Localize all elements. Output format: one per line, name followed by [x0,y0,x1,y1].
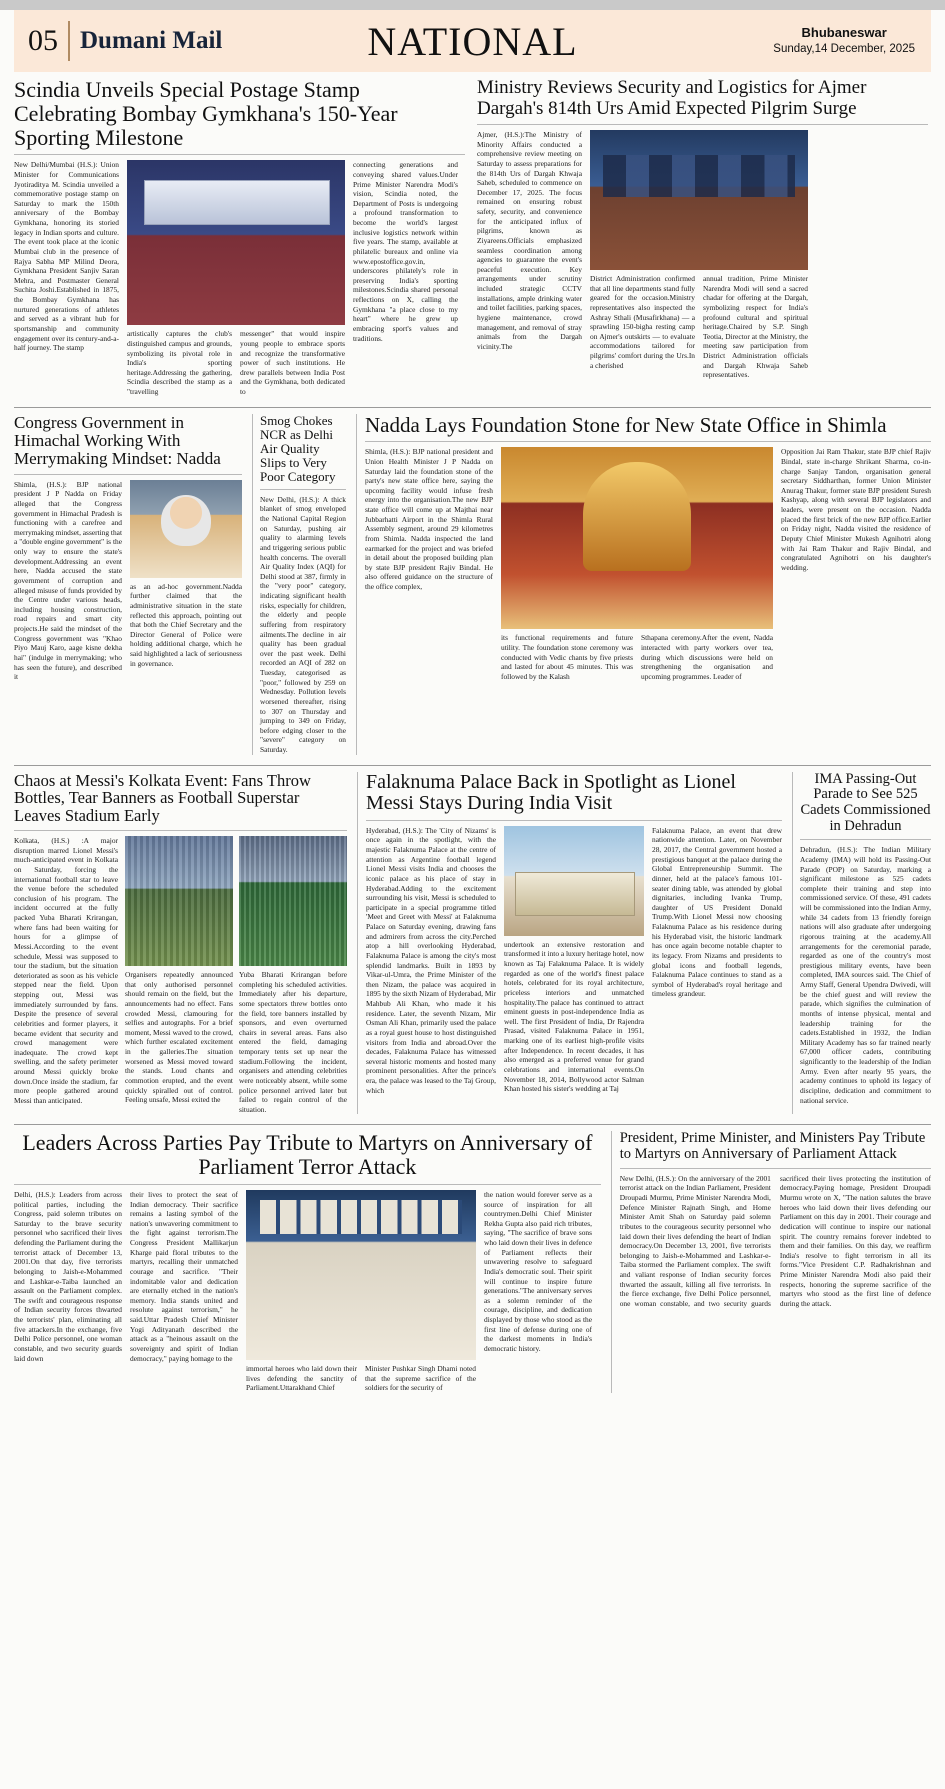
edition-city: Bhubaneswar [801,25,887,41]
article-nadda-stone [356,414,931,755]
headline-nadda-stone: Nadda Lays Foundation Stone for New State Office in Shimla [365,412,887,437]
headline-himachal: Congress Government in Himachal Working With Merrymaking Mindset: Nadda [14,412,221,469]
ajmer-col-2: District Administration confirmed that all line departments stand fully geared for the occasion.Ministry representatives also inspected the Ashray Sthali (Musafirkhana) — a sprawling 150-bigha resting camp on Ajmer's outskirts — to evaluate accommodations tailored for pilgrims' comfort during the Urs.In a cherished [590,274,695,370]
scindia-col-1: New Delhi/Mumbai (H.S.): Union Minister for Communications Jyotiraditya M. Scindia unveiled a commemorative postage stamp on Saturday to mark the 150th anniversary of the Bombay Gymkhana, honoring its storied legacy in Indian sports and culture. The event took place at the iconic Mumbai club in the presence of Rajya Sabha MP Milind Deora, Gymkhana President Sanjiv Saran Mehra, and Postmaster General Suchita Joshi.Established in 1875, the Bombay Gymkhana has nurtured generations of athletes and served as a vibrant hub for sportsmanship and community engagement over its century-and-a-half journey. The stamp [14,160,119,353]
tribute-col-5: the nation would forever serve as a source of inspiration for all countrymen.Delhi Chief Minister Rekha Gupta also paid rich tributes, saying, "The sacrifice of brave sons who laid down their lives in defence of Parliament reflects their unwavering resolve to safeguard India's democratic soul. Their spirit will continue to inspire future generations."The anniversary serves as a solemn reminder of the courage, discipline, and dedication displayed by those who stood as the first line of defense during one of the darkest moments in India's democratic history. [484,1189,592,1353]
section-title: NATIONAL [367,18,578,64]
himachal-col-2: as an ad-hoc government.Nadda further claimed that the administrative situation in the state reflected this approach, pointing out that both the Chief Secretary and the Director General of Police were holding additional charge, which he said highlighted a lack of seriousness in governance. [130,581,242,668]
headline-scindia: Scindia Unveils Special Postage Stamp Celebrating Bombay Gymkhana's 150-Year Sporting Milestone [14,77,398,150]
ajmer-col-1: Ajmer, (H.S.):The Ministry of Minority Affairs conducted a comprehensive review meeting on Saturday to assess preparations for the 814th Urs of Dargah Khwaja Saheb, scheduled to commence on December 17, 2025. The focus remained on ensuring robust safety, security, and convenience for the anticipated influx of pilgrims, known as Ziyareens.Officials emphasized seamless coordination among agencies to guarantee the event's peaceful execution. Key arrangements under scrutiny included strategic CCTV installations, ample drinking water and toilet facilities, parking spaces, hygiene maintenance, crowd management, and removal of stray animals from the Dargah vicinity.The [477,130,582,351]
smog-body: New Delhi, (H.S.): A thick blanket of smog enveloped the National Capital Region on Saturday, pushing air quality to alarming levels and triggering serious public health concerns. The overall Air Quality Index (AQI) for Delhi stood at 387, firmly in the "very poor" category, indicating significant health risks, especially for children, the elderly and people suffering from respiratory ailments.The decline in air quality has been gradual over the past week. Delhi recorded an AQI of 282 on Tuesday, categorised as "poor," followed by 259 on Wednesday. Pollution levels worsened thereafter, rising to 307 on Thursday and jumping to 349 on Friday, before edging closer to the "severe" category on Saturday. [260,494,346,755]
nadda-stone-col-3: Sthapana ceremony.After the event, Nadda interacted with party workers over tea, during which discussions were held on strengthening the organisation and upcoming programmes. Leader of [641,633,773,681]
pm-tribute-body: New Delhi, (H.S.): On the anniversary of the 2001 terrorist attack on the Indian Parliament, President Droupadi Murmu, Prime Minister Narendra Modi, Defence Minister Rajnath Singh, and Home Minister Amit Shah on Saturday paid solemn tributes to the courageous security personnel who laid down their lives defending the heart of Indian democracy.On December 13, 2001, five terrorists belonging to Jaish-e-Mohammed and Lashkar-e-Taiba stormed the Parliament complex. The swift and valiant response of Indian security forces thwarted the assault, killing all five terrorists. In the fierce exchange, five Delhi Police personnel, one woman constable, and two security guards sacrificed their lives protecting the institution of democracy.Paying homage, President Droupadi Murmu wrote on X, "The nation salutes the brave heroes who laid down their lives defending our Parliament on this day in 2001. Their courage and dedication will continue to inspire our national spirit. The country remains forever indebted to them and their families. On this day, we reaffirm India's resolve to fight terrorism in all its forms."Vice President C.P. Radhakrishnan and Prime Minister Narendra Modi also paid their respects, honoring the supreme sacrifice of the martyrs who stood as the first line of defence during the attack. [619,1173,931,1308]
parliament-tribute-photo [246,1190,476,1360]
article-tribute [14,1131,601,1392]
newspaper-brand: Dumani Mail [80,27,223,54]
article-himachal [14,414,242,755]
scindia-col-2: artistically captures the club's distinguished campus and grounds, symbolizing its pivotal role in India's sporting heritage.Addressing the gathering, Scindia described the stamp as a "travelling [127,329,232,396]
nadda-stone-col-1: Shimla, (H.S.): BJP national president and Union Health Minister J P Nadda on Saturday laid the foundation stone of the party's new state office here, saying the upcoming facility would infuse fresh energy into the organisation.The new BJP state office will come up at Majthai near Jubbarhatti Airport in the Shimla Rural Assembly segment, around 29 kilometres from Shimla. Nadda inspected the land earmarked for the project and was briefed in detail about the proposed building plan by state BJP president Rajiv Bindal. He also offered guidance on the structure of the office complex, [365,447,493,592]
nadda-stone-col-4: Opposition Jai Ram Thakur, state BJP chief Rajiv Bindal, state in-charge Shrikant Sharma, co-in-charge Sanjay Tandon, organisation general secretary Siddharthan, former Union Minister Anurag Thakur, former state BJP president Suresh Kashyap, along with several BJP legislators and leaders, were present on the occasion. Nadda placed the first brick of the new BJP office.Earlier on Friday night, Nadda visited the residence of Deputy Chief Minister Mukesh Agnihotri along with Jai Ram Thakur and Rajiv Bindal, and congratulated Agnihotri on his daughter's wedding. [781,447,931,572]
headline-falaknuma: Falaknuma Palace Back in Spotlight as Lionel Messi Stays During India Visit [366,770,736,815]
tribute-col-3: immortal heroes who laid down their lives defending the sanctity of Parliament.Uttarakhand Chief [246,1363,357,1393]
newspaper-page [0,10,945,1789]
tribute-col-2: their lives to protect the seat of Indian democracy. Their sacrifice remains a lasting symbol of the nation's unwavering commitment to the fight against terrorism.The Congress President Mallikarjun Kharge paid floral tributes to the martyrs, recalling their unmatched courage and sacrifice. "Their indomitable valor and dedication are eternally etched in the nation's memory. India stands united and resolute against terrorism," he said.Uttar Pradesh Chief Minister Yogi Adityanath described the attack as a "heinous assault on the sovereignty and spirit of Indian democracy," paying homage to the [130,1189,238,1363]
stadium-crowd-photo [125,836,233,966]
headline-smog: Smog Chokes NCR as Delhi Air Quality Slips to Very Poor Category [260,412,336,484]
postage-stamp-release-ceremony-photo [127,160,345,325]
falaknuma-col-1: Hyderabad, (H.S.): The 'City of Nizams' is once again in the spotlight, with the majestic Falaknuma Palace at the centre of attention as Argentine football legend Lionel Messi visits India and chooses the iconic palace as his place of stay in Hyderabad.Adding to the excitement surrounding his visit, Messi is scheduled to participate in a special programme titled 'Meet and Greet with Messi' at Falaknuma Palace on Saturday evening, drawing fans and admirers from across the city.Perched atop a hill overlooking Hyderabad, Falaknuma Palace is among the city's most splendid landmarks. Built in 1893 by Vikar-ul-Umra, the Prime Minister of the then Nizam, the palace was acquired in 1895 by the sixth Nizam of Hyderabad, Mir Mahbub Ali Khan, who made it his residence. Later, the seventh Nizam, Mir Osman Ali Khan, primarily used the palace as a royal guest house to host distinguished visitors from India and abroad.Over the decades, Falaknuma Palace has witnessed several historic moments and hosted many prominent personalities. After the prince's era, the palace was leased to the Taj Group, which [366,825,496,1095]
foundation-stone-ceremony-photo [501,447,773,629]
headline-ajmer: Ministry Reviews Security and Logistics for Ajmer Dargah's 814th Urs Amid Expected Pilgrim Surge [477,77,867,119]
scindia-col-4: connecting generations and conveying shared values.Under Prime Minister Narendra Modi's vision, Scindia noted, the Department of Posts is undergoing a profound transformation to become the world's largest inclusive logistics network within five years. The stamp, available at philatelic bureaux and online via www.epostoffice.gov.in, underscores philately's role in preserving India's sporting milestones.Scindia shared personal reflections on X, calling the Gymkhana "a place close to my heart" where he grew up embracing sport's values and traditions. [353,160,458,343]
messi-col-3: Yuba Bharati Krirangan before completing his scheduled activities. Immediately after his departure, some spectators threw bottles onto the field, tore banners installed by sponsors, and even overturned chairs in several areas. Fans also entered the field, damaging temporary tents set up near the stadium.Following the incident, organisers and attending celebrities were noticeably absent, while some police personnel arrived later but failed to regain control of the situation. [239,970,347,1114]
article-pm-tribute [611,1131,931,1392]
himachal-col-1: Shimla, (H.S.): BJP national president J P Nadda on Friday alleged that the Congress government in Himachal Pradesh is functioning with a carefree and merrymaking mindset, asserting that a "double engine government" is the only way to ensure the state's development.Addressing an event here, Nadda accused the state government of corruption and alleged misuse of funds provided by the Centre under various heads, including housing construction, road repairs and smart city projects.He said the mindset of the Congress government was "Khao Piyo Mauj Karo, aage kisne dekha hai" (indulge in merrymaking; who has seen the future), and described it [14,479,122,682]
article-falaknuma [357,772,782,1115]
messi-event-field-photo [239,836,347,966]
falaknuma-col-3: Falaknuma Palace, an event that drew nationwide attention. Later, on November 28, 2017, the Central government hosted a prestigious banquet at the palace during the Global Entrepreneurship Summit. The dinner, held at the palace's famous 101-seater dining table, was attended by global dignitaries, including Ivanka Trump, daughter of US President Donald Trump.With Lionel Messi now choosing Falaknuma Palace as his residence during his Hyderabad visit, the historic landmark has once again become notable chapter to its legacy. From Nizams and presidents to global icons and football legends, Falaknuma Palace continues to stand as a symbol of Hyderabad's royal heritage and timeless grandeur. [652,825,782,999]
ministry-review-meeting-photo [590,130,808,270]
article-ajmer [477,78,928,397]
jp-nadda-speech-photo [130,480,242,578]
headline-messi-kolkata: Chaos at Messi's Kolkata Event: Fans Throw Bottles, Tear Banners as Football Superstar Leaves Stadium Early [14,770,311,826]
tribute-col-1: Delhi, (H.S.): Leaders from across political parties, including the Congress, paid solemn tributes on Saturday to the brave security personnel who sacrificed their lives defending the Parliament during the terrorist attack of December 13, 2001.On that day, five terrorists belonging to Jaish-e-Mohammed and Lashkar-e-Taiba launched an assault on the Parliament complex. The swift and courageous response of Indian security forces thwarted the terrorists' plan, eliminating all five attackers.In the exchange, five Delhi Police personnel, one woman constable, and two security guards laid down [14,1189,122,1363]
tribute-col-4: Minister Pushkar Singh Dhami noted that the supreme sacrifice of the soldiers for the security of [365,1363,476,1393]
masthead [14,10,931,72]
headline-ima: IMA Passing-Out Parade to See 525 Cadets Commissioned in Dehradun [800,770,931,834]
headline-pm-tribute: President, Prime Minister, and Ministers Pay Tribute to Martyrs on Anniversary of Parliament Attack [619,1130,926,1163]
messi-col-2: Organisers repeatedly announced that only authorised personnel should remain on the field, but the announcements had no effect. Fans crowded Messi, clamouring for selfies and autographs. For a brief moment, Messi waved to the crowd, which further escalated excitement in the galleries.The situation worsened as Messi moved toward the stands. Loud chants and commotion erupted, and the event quickly spiralled out of control. Feeling unsafe, Messi exited the [125,970,233,1105]
ajmer-col-3: annual tradition, Prime Minister Narendra Modi will send a sacred chadar for offering at the Dargah, symbolizing respect for India's profound cultural and spiritual heritage.Chaired by S.P. Singh Teotia, Director at the Ministry, the meeting saw participation from District Administration officials and Dargah Khwaja Saheb representatives. [703,274,808,380]
article-messi-kolkata [14,772,347,1115]
nadda-stone-col-2: its functional requirements and future utility. The foundation stone ceremony was conducted with Vedic chants by five priests and lasted for about 45 minutes. This was followed by the Kalash [501,633,633,681]
scindia-col-3: messenger" that would inspire young people to embrace sports and recognize the transformative power of such institutions. He drew parallels between India Post and the Gymkhana, both dedicated to [240,329,345,396]
article-ima [792,772,931,1115]
falaknuma-col-2: undertook an extensive restoration and transformed it into a luxury heritage hotel, now known as Taj Falaknuma Palace. It is widely regarded as one of the world's finest palace hotels, celebrated for its royal architecture, priceless interiors and unmatched hospitality.The palace has continued to attract eminent guests in post-independence India as well. The first President of India, Dr Rajendra Prasad, visited Falaknuma Palace in 1951, marking one of its earliest high-profile visits after Independence. In recent decades, it has also emerged as a preferred venue for grand celebrations and international events.On November 18, 2014, Bollywood actor Salman Khan hosted his sister's wedding at Taj [504,939,644,1094]
masthead-edition [773,25,931,57]
messi-col-1: Kolkata, (H.S.) :A major disruption marred Lionel Messi's much-anticipated event in Kolkata on Saturday, forcing the international football star to leave the venue before the scheduled conclusion of his program. The incident occurred at the fully packed Yuba Bharati Krirangan, where fans had been waiting for hours for a glimpse of Messi.According to the event schedule, Messi was supposed to tour the stadium, but the situation deteriorated as soon as his vehicle stepped near the field. Upon stepping out, Messi was immediately surrounded by fans. Despite the presence of several celebrities and former players, it became evident that security and crowd management were inadequate. The crowd kept swelling, and the safety perimeter around Messi quickly broke down.Once inside the stadium, far more people gathered around Messi than anticipated. [14,836,118,1105]
article-scindia [14,78,465,397]
edition-date: Sunday,14 December, 2025 [773,42,915,55]
headline-tribute: Leaders Across Parties Pay Tribute to Martyrs on Anniversary of Parliament Terror Attack [22,1130,593,1180]
page-number: 05 [28,24,58,57]
article-smog [252,414,346,755]
ima-body: Dehradun, (H.S.): The Indian Military Academy (IMA) will hold its Passing-Out Parade (POP) on Saturday, marking a significant milestone as 525 cadets complete their training and step into commissioned service. Of these, 491 cadets will be commissioned into the Indian Army, while 34 cadets from 13 friendly foreign nations will also graduate after undergoing rigorous training at the academy.All arrangements for the ceremonial parade, regarded as one of the country's most prestigious military events, have been completed, IMA sources said. The Chief of Army Staff, General Upendra Dwivedi, will be the chief guest and will review the parade, which signifies the culmination of months of intense physical, mental and leadership training for the cadets.Established in 1932, the Indian Military Academy has so far trained nearly 67,000 officer cadets, contributing significantly to the leadership of the Indian Army. Even after nearly 95 years, the academy continues to uphold its legacy of discipline, dedication and commitment to national service. [800,845,931,1105]
falaknuma-palace-photo [504,826,644,936]
